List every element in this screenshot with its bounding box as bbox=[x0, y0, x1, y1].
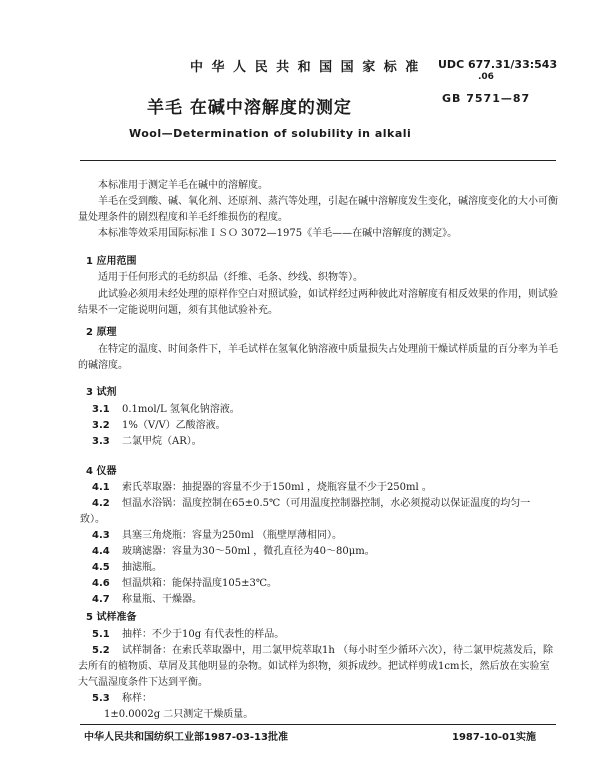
approval-date: 中华人民共和国纺织工业部1987-03-13批准 bbox=[84, 732, 288, 743]
item-text: 致）。 bbox=[80, 514, 105, 525]
item-text: 二氯甲烷（AR）。 bbox=[122, 436, 202, 447]
gb-code: GB 7571—87 bbox=[442, 92, 531, 105]
section-2-heading: 2 原理 bbox=[86, 327, 117, 338]
list-item: 1±0.0002g 二只测定干燥质量。 bbox=[104, 709, 254, 720]
document-title-cn: 羊毛 在碱中溶解度的测定 bbox=[147, 98, 352, 118]
item-number: 5.1 bbox=[92, 629, 110, 640]
intro-paragraph-2: 羊毛在受到酸、碱、氧化剂、还原剂、蒸汽等处理，引起在碱中溶解度发生变化，碱溶度变化的大小可衡量处理条件的剧烈程度和羊毛纤维损伤的程度。 bbox=[78, 196, 558, 223]
item-text: 称样： bbox=[122, 693, 152, 704]
item-text: 恒温烘箱：能保持温度105±3℃。 bbox=[122, 578, 278, 589]
item-text: 1%（V/V）乙酸溶液。 bbox=[122, 420, 226, 431]
udc-code: UDC 677.31/33:543 bbox=[438, 58, 558, 71]
list-item bbox=[92, 434, 572, 450]
title-divider bbox=[80, 160, 556, 161]
list-item bbox=[92, 560, 558, 576]
item-text: 称量瓶、干燥器。 bbox=[122, 594, 202, 605]
item-text: 恒温水浴锅：温度控制在65±0.5℃（可用温度控制器控制，水必须搅动以保证温度的均匀一 bbox=[122, 498, 531, 509]
standard-org-header: 中 华 人 民 共 和 国 国 家 标 准 bbox=[190, 60, 421, 75]
footer-divider bbox=[80, 724, 556, 725]
list-item bbox=[92, 544, 558, 560]
list-item bbox=[92, 592, 558, 608]
document-title-en: Wool—Determination of solubility in alkali bbox=[129, 127, 412, 140]
item-number: 4.7 bbox=[92, 594, 110, 605]
list-item bbox=[78, 627, 558, 643]
intro-paragraph-3: 本标准等效采用国际标准ＩＳＯ 3072—1975《羊毛——在碱中溶解度的测定》。 bbox=[98, 228, 458, 239]
section-4-list bbox=[80, 480, 558, 608]
list-item bbox=[80, 512, 558, 528]
item-number: 4.4 bbox=[92, 546, 110, 557]
list-item bbox=[92, 576, 558, 592]
item-text: 抽滤瓶。 bbox=[122, 562, 162, 573]
effective-date: 1987-10-01实施 bbox=[452, 732, 536, 743]
item-number: 4.1 bbox=[92, 482, 110, 493]
item-number: 4.2 bbox=[92, 498, 110, 509]
item-text: 索氏萃取器：抽提器的容量不少于150ml ，烧瓶容量不少于250ml 。 bbox=[122, 482, 432, 493]
section-1-paragraph-1: 适用于任何形式的毛纺织品（纤维、毛条、纱线、织物等）。 bbox=[98, 272, 363, 283]
list-item bbox=[92, 528, 558, 544]
item-number: 5.3 bbox=[92, 693, 110, 704]
list-item bbox=[78, 643, 558, 691]
item-text: 抽样：不少于10g 有代表性的样品。 bbox=[122, 629, 285, 640]
section-3-list bbox=[92, 402, 572, 450]
item-number: 3.2 bbox=[92, 420, 110, 431]
section-1-heading: 1 应用范围 bbox=[86, 256, 137, 267]
udc-code-continued: .06 bbox=[478, 72, 494, 82]
item-text: 0.1mol/L 氢氧化钠溶液。 bbox=[122, 404, 240, 415]
item-text: 试样制备：在索氏萃取器中，用二氯甲烷萃取1h （每小时至少循环六次），待二氯甲烷蒸发后，除去所有的植物质、草屑及其他明显的杂物。如试样为织物，须拆成纱。把试样剪成1cm长，然后放在实验室大气温湿度条件下达到平衡。 bbox=[78, 645, 553, 688]
list-item bbox=[92, 480, 558, 496]
list-item bbox=[92, 402, 572, 418]
section-5-list bbox=[78, 627, 558, 723]
list-item bbox=[78, 691, 558, 707]
list-item bbox=[92, 496, 558, 512]
section-4-heading: 4 仪器 bbox=[86, 466, 117, 477]
item-number: 4.5 bbox=[92, 562, 110, 573]
item-text: 玻璃滤器：容量为30～50ml ，微孔直径为40～80μm。 bbox=[122, 546, 375, 557]
section-3-heading: 3 试剂 bbox=[86, 387, 117, 398]
section-2-paragraph-1: 在特定的温度、时间条件下，羊毛试样在氢氧化钠溶液中质量损失占处理前干燥试样质量的百分率为羊毛的碱溶度。 bbox=[78, 344, 558, 371]
item-number: 3.3 bbox=[92, 436, 110, 447]
section-1-paragraph-2: 此试验必须用未经处理的原样作空白对照试验，如试样经过两种彼此对溶解度有相反效果的作用，则试验结果不一定能说明问题，须有其他试验补充。 bbox=[78, 289, 558, 316]
item-text: 具塞三角烧瓶：容量为250ml （瓶壁厚薄相同）。 bbox=[122, 530, 342, 541]
intro-paragraph-1: 本标准用于测定羊毛在碱中的溶解度。 bbox=[98, 180, 268, 191]
item-number: 3.1 bbox=[92, 404, 110, 415]
item-number: 4.6 bbox=[92, 578, 110, 589]
item-number: 5.2 bbox=[92, 645, 110, 656]
item-number: 4.3 bbox=[92, 530, 110, 541]
section-5-heading: 5 试样准备 bbox=[86, 612, 137, 623]
list-item bbox=[92, 418, 572, 434]
